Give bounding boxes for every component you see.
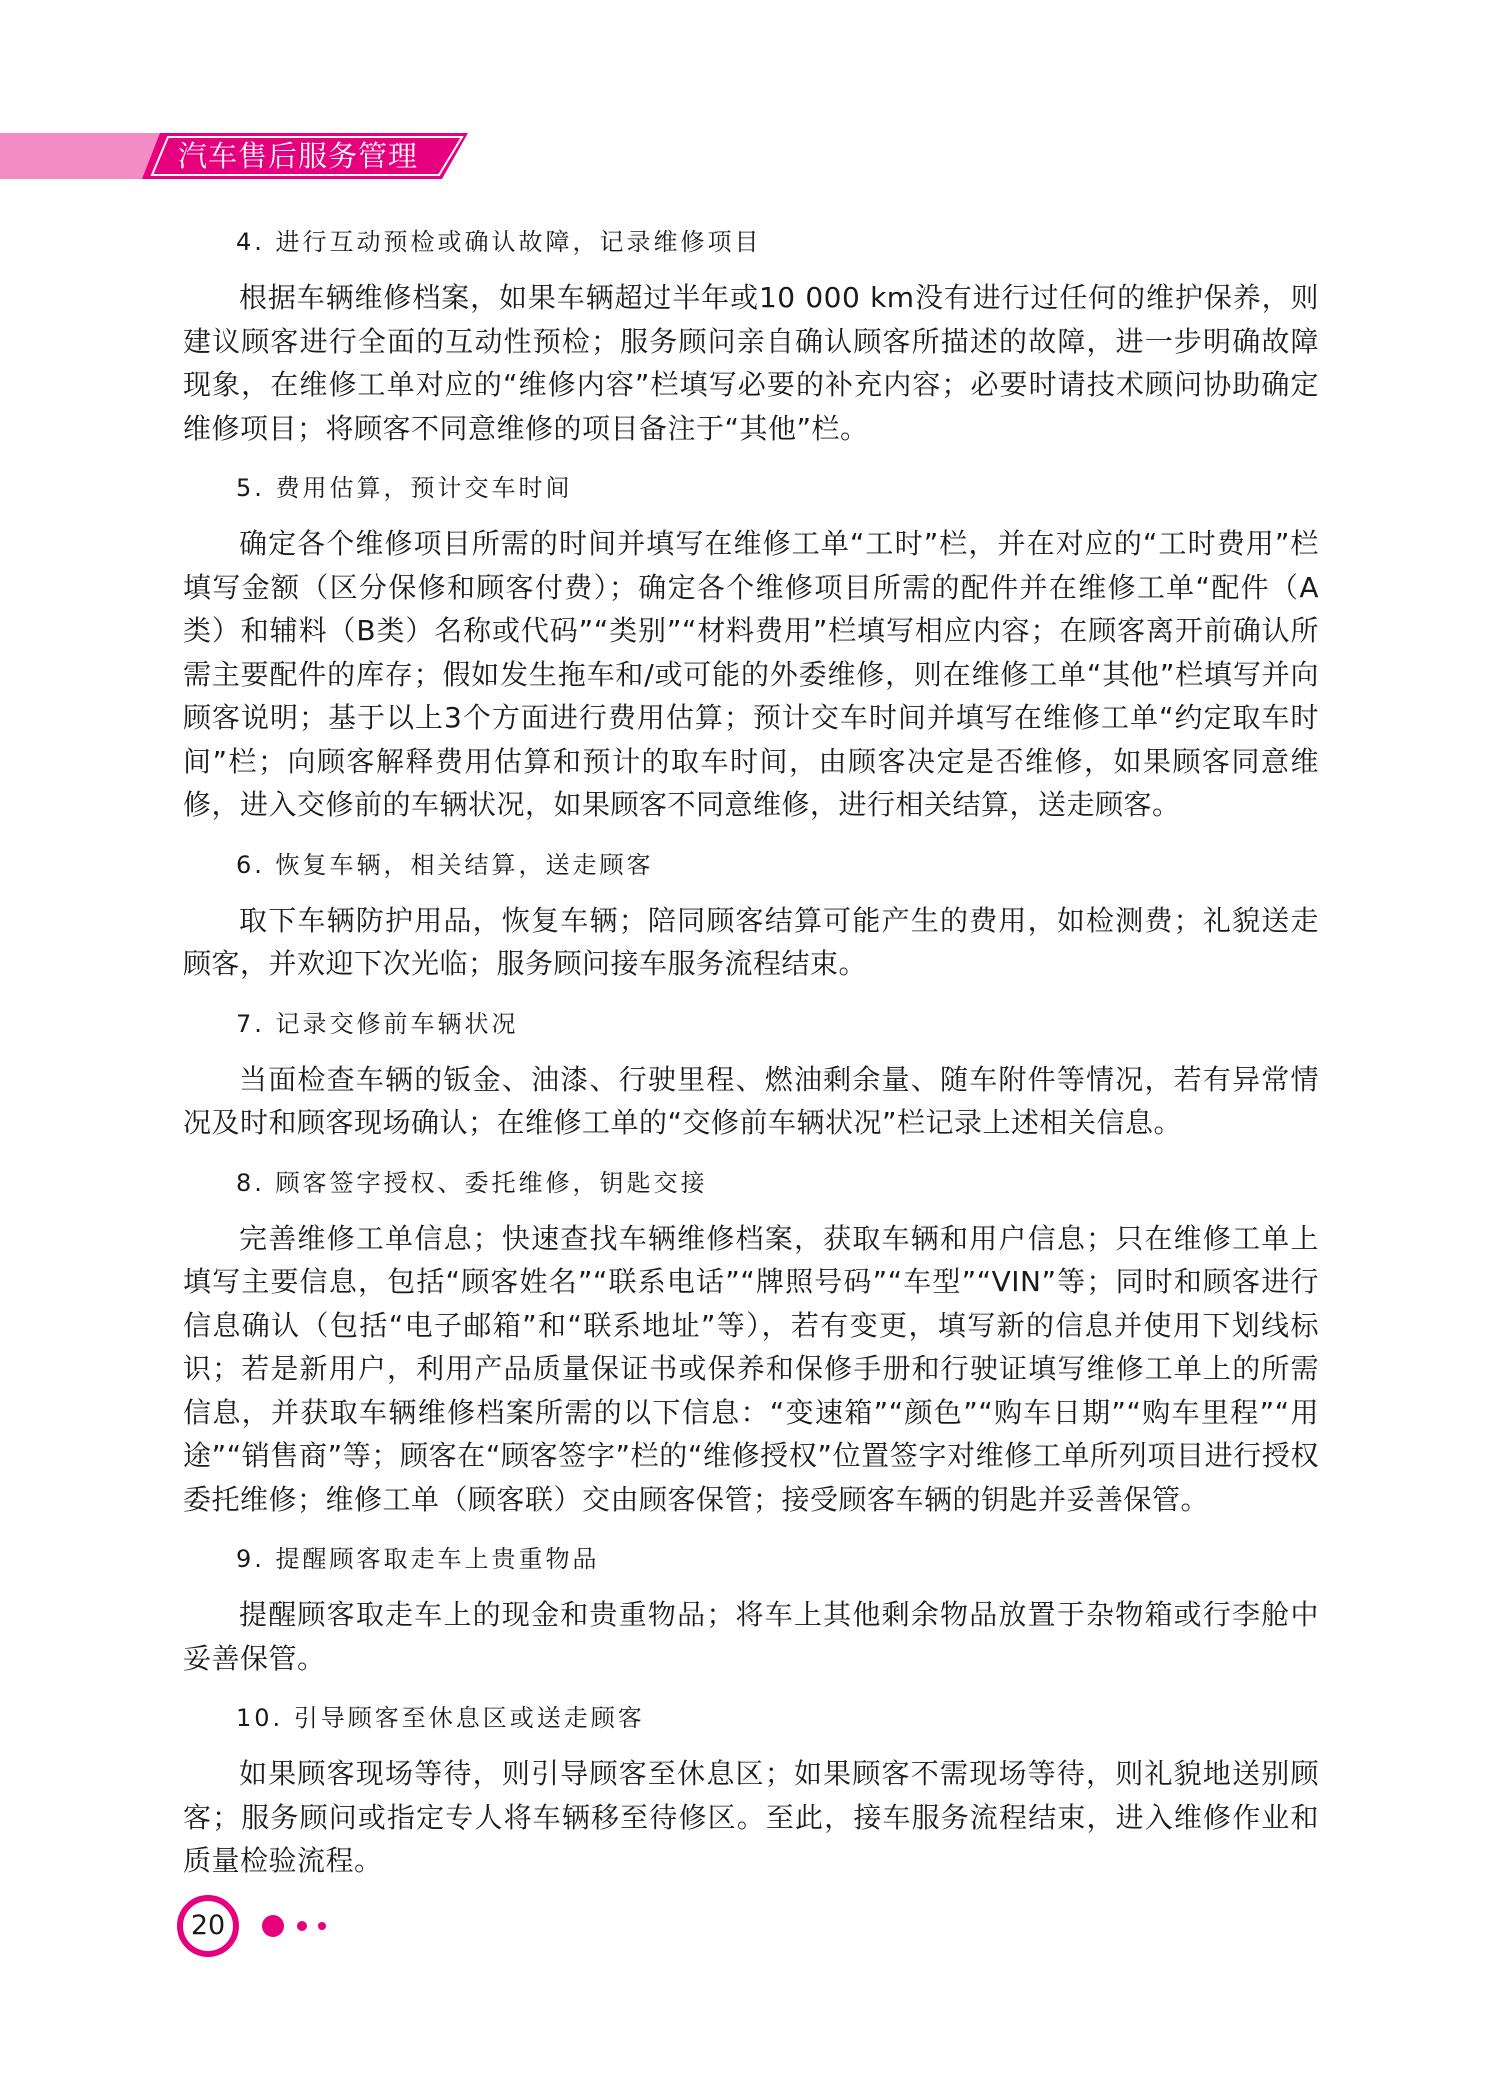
section-heading: 4. 进行互动预检或确认故障，记录维修项目 [236,228,762,256]
page-content [183,222,1319,1901]
page-number: 20 [190,1910,226,1941]
section-9 [183,1539,1319,1680]
section-8 [183,1163,1319,1522]
section-paragraph: 当面检查车辆的钣金、油漆、行驶里程、燃油剩余量、随车附件等情况，若有异常情况及时和顾客现场确认；在维修工单的“交修前车辆状况”栏记录上述相关信息。 [183,1062,1319,1139]
section-paragraph: 取下车辆防护用品，恢复车辆；陪同顾客结算可能产生的费用，如检测费；礼貌送走顾客，并欢迎下次光临；服务顾问接车服务流程结束。 [183,903,1319,980]
section-paragraph: 确定各个维修项目所需的时间并填写在维修工单“工时”栏，并在对应的“工时费用”栏填写金额（区分保修和顾客付费）；确定各个维修项目所需的配件并在维修工单“配件（A类）和辅料（B类）名称或代码”“类别”“材料费用”栏填写相应内容；在顾客离开前确认所需主要配件的库存；假如发生拖车和/或可能的外委维修，则在维修工单“其他”栏填写并向顾客说明；基于以上3个方面进行费用估算；预计交车时间并填写在维修工单“约定取车时间”栏；向顾客解释费用估算和预计的取车时间，由顾客决定是否维修，如果顾客同意维修，进入交修前的车辆状况，如果顾客不同意维修，进行相关结算，送走顾客。 [183,527,1319,821]
section-paragraph: 提醒顾客取走车上的现金和贵重物品；将车上其他剩余物品放置于杂物箱或行李舱中妥善保管。 [183,1598,1319,1675]
section-heading: 9. 提醒顾客取走车上贵重物品 [236,1545,600,1573]
section-4 [183,222,1319,450]
section-heading: 8. 顾客签字授权、委托维修，钥匙交接 [236,1168,708,1197]
decorative-dot-medium [297,1921,307,1931]
decorative-dot-small [318,1922,326,1930]
header-banner [0,133,470,179]
section-heading: 6. 恢复车辆，相关结算，送走顾客 [236,850,654,879]
section-heading: 10. 引导顾客至休息区或送走顾客 [236,1704,645,1732]
book-title: 汽车售后服务管理 [178,139,419,173]
section-paragraph: 完善维修工单信息；快速查找车辆维修档案，获取车辆和用户信息；只在维修工单上填写主要信息，包括“顾客姓名”“联系电话”“牌照号码”“车型”“VIN”等；同时和顾客进行信息确认（包括“电子邮箱”和“联系地址”等），若有变更，填写新的信息并使用下划线标识；若是新用户，利用产品质量保证书或保养和保修手册和行驶证填写维修工单上的所需信息，并获取车辆维修档案所需的以下信息：“变速箱”“颜色”“购车日期”“购车里程”“用途”“销售商”等；顾客在“顾客签字”栏的“维修授权”位置签字对维修工单所列项目进行授权委托维修；维修工单（顾客联）交由顾客保管；接受顾客车辆的钥匙并妥善保管。 [183,1221,1319,1516]
section-5 [183,468,1319,827]
section-paragraph: 如果顾客现场等待，则引导顾客至休息区；如果顾客不需现场等待，则礼貌地送别顾客；服务顾问或指定专人将车辆移至待修区。至此，接车服务流程结束，进入维修作业和质量检验流程。 [183,1757,1319,1877]
section-10 [183,1698,1319,1883]
decorative-dot-large [262,1915,284,1937]
section-heading: 7. 记录交修前车辆状况 [236,1009,519,1038]
page-number-badge [177,1895,239,1957]
section-paragraph: 根据车辆维修档案，如果车辆超过半年或10 000 km没有进行过任何的维护保养，则建议顾客进行全面的互动性预检；服务顾问亲自确认顾客所描述的故障，进一步明确故障现象，在维修工单对应的“维修内容”栏填写必要的补充内容；必要时请技术顾问协助确定维修项目；将顾客不同意维修的项目备注于“其他”栏。 [183,281,1319,445]
section-heading: 5. 费用估算，预计交车时间 [236,474,573,502]
section-7 [183,1004,1319,1145]
section-6 [183,845,1319,986]
